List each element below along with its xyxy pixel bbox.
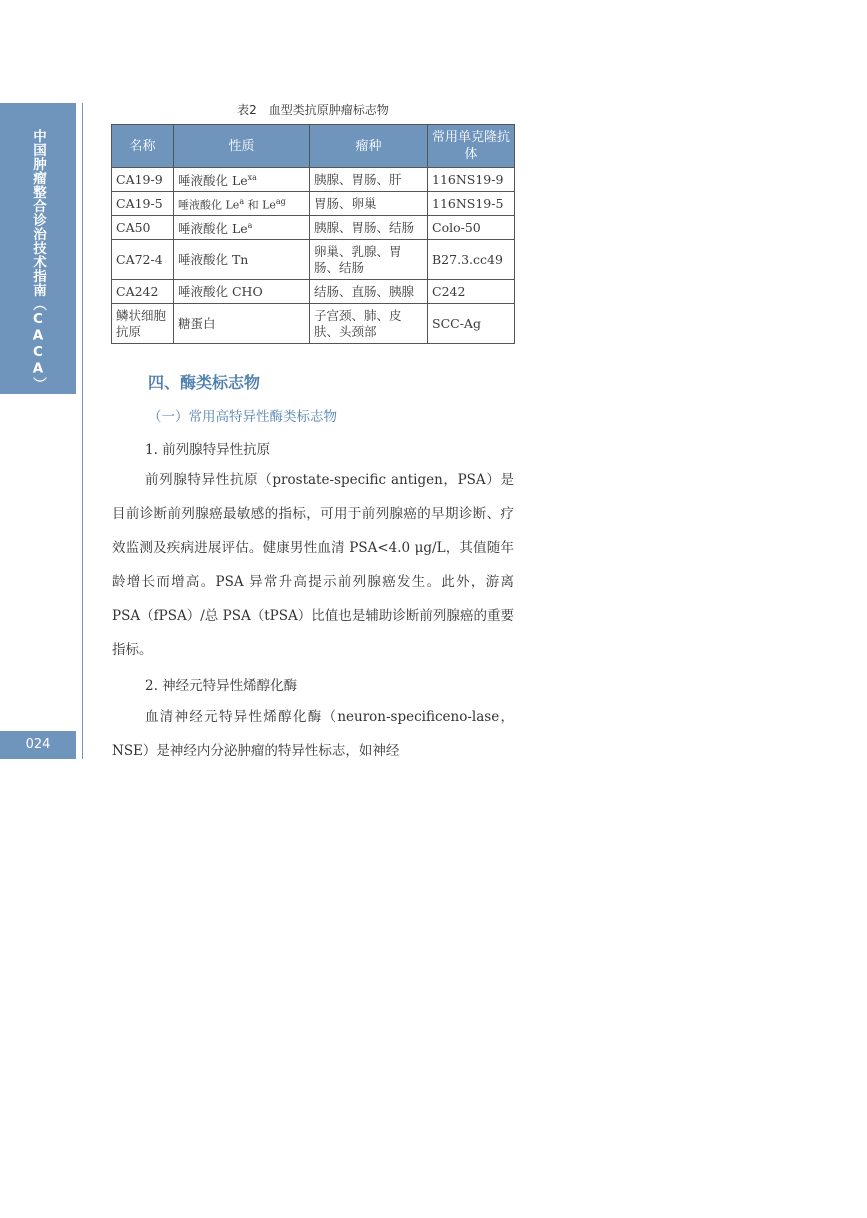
cell-property: 唾液酸化 Le$^a$ bbox=[174, 216, 310, 240]
cell-name: CA242 bbox=[112, 280, 174, 304]
margin-rule bbox=[82, 103, 83, 759]
cell-property: 糖蛋白 bbox=[174, 304, 310, 344]
section-heading: 四、酶类标志物 bbox=[148, 373, 261, 392]
cell-antibody: Colo-50 bbox=[428, 216, 515, 240]
paragraph-nse: 血清神经元特异性烯醇化酶（neuron-specificeno-lase，NSE）是神经内分泌肿瘤的特异性标志，如神经 bbox=[112, 709, 514, 759]
cell-name: CA50 bbox=[112, 216, 174, 240]
superscript: ag bbox=[275, 196, 286, 206]
cell-antibody: B27.3.cc49 bbox=[428, 240, 515, 280]
subsection-heading: （一）常用高特异性酶类标志物 bbox=[148, 409, 337, 425]
table-header-row bbox=[112, 125, 515, 168]
sidebar-title: 中国肿瘤整合诊治技术指南（CACA） bbox=[30, 129, 46, 391]
page-number: 024 bbox=[0, 731, 76, 759]
cell-name: CA72-4 bbox=[112, 240, 174, 280]
cell-name: CA19-9 bbox=[112, 168, 174, 192]
superscript: xa bbox=[247, 172, 257, 182]
cell-tumor-type: 结肠、直肠、胰腺 bbox=[310, 280, 428, 304]
cell-property: 唾液酸化 CHO bbox=[174, 280, 310, 304]
cell-property: 唾液酸化 Le$^a$ 和 $Le^{ag}$ bbox=[174, 192, 310, 216]
header-property: 性质 bbox=[174, 125, 310, 168]
cell-tumor-type: 胰腺、胃肠、肝 bbox=[310, 168, 428, 192]
cell-tumor-type: 胰腺、胃肠、结肠 bbox=[310, 216, 428, 240]
cell-antibody: 116NS19-5 bbox=[428, 192, 515, 216]
cell-name: CA19-5 bbox=[112, 192, 174, 216]
superscript: a bbox=[247, 220, 253, 230]
table-row bbox=[112, 280, 515, 304]
paragraph-psa: 前列腺特异性抗原（prostate-specific antigen，PSA）是目前诊断前列腺癌最敏感的指标，可用于前列腺癌的早期诊断、疗效监测及疾病进展评估。健康男性血清 PSA<4.0 μg/L，其值随年龄增长而增高。PSA 异常升高提示前列腺癌发生。此外，游离 PSA（fPSA）/总 PSA（tPSA）比值也是辅助诊断前列腺癌的重要指标。 bbox=[112, 472, 514, 658]
header-tumor-type: 瘤种 bbox=[310, 125, 428, 168]
table-caption: 表2 血型类抗原肿瘤标志物 bbox=[237, 103, 389, 117]
marker-table bbox=[111, 124, 515, 344]
item-heading-nse: 2. 神经元特异性烯醇化酶 bbox=[145, 678, 298, 694]
table-row bbox=[112, 304, 515, 344]
cell-antibody: C242 bbox=[428, 280, 515, 304]
cell-tumor-type: 卵巢、乳腺、胃肠、结肠 bbox=[310, 240, 428, 280]
cell-tumor-type: 子宫颈、肺、皮肤、头颈部 bbox=[310, 304, 428, 344]
table-row bbox=[112, 168, 515, 192]
cell-name: 鳞状细胞抗原 bbox=[112, 304, 174, 344]
sidebar-tab bbox=[0, 103, 76, 394]
header-name: 名称 bbox=[112, 125, 174, 168]
table-row bbox=[112, 192, 515, 216]
header-antibody: 常用单克隆抗体 bbox=[428, 125, 515, 168]
cell-property: 唾液酸化 Tn bbox=[174, 240, 310, 280]
superscript: a bbox=[239, 196, 245, 206]
cell-property: 唾液酸化 $Le^{xa}$ bbox=[174, 168, 310, 192]
table-row bbox=[112, 240, 515, 280]
cell-antibody: 116NS19-9 bbox=[428, 168, 515, 192]
cell-tumor-type: 胃肠、卵巢 bbox=[310, 192, 428, 216]
item-heading-psa: 1. 前列腺特异性抗原 bbox=[145, 442, 271, 458]
table-row bbox=[112, 216, 515, 240]
cell-antibody: SCC-Ag bbox=[428, 304, 515, 344]
